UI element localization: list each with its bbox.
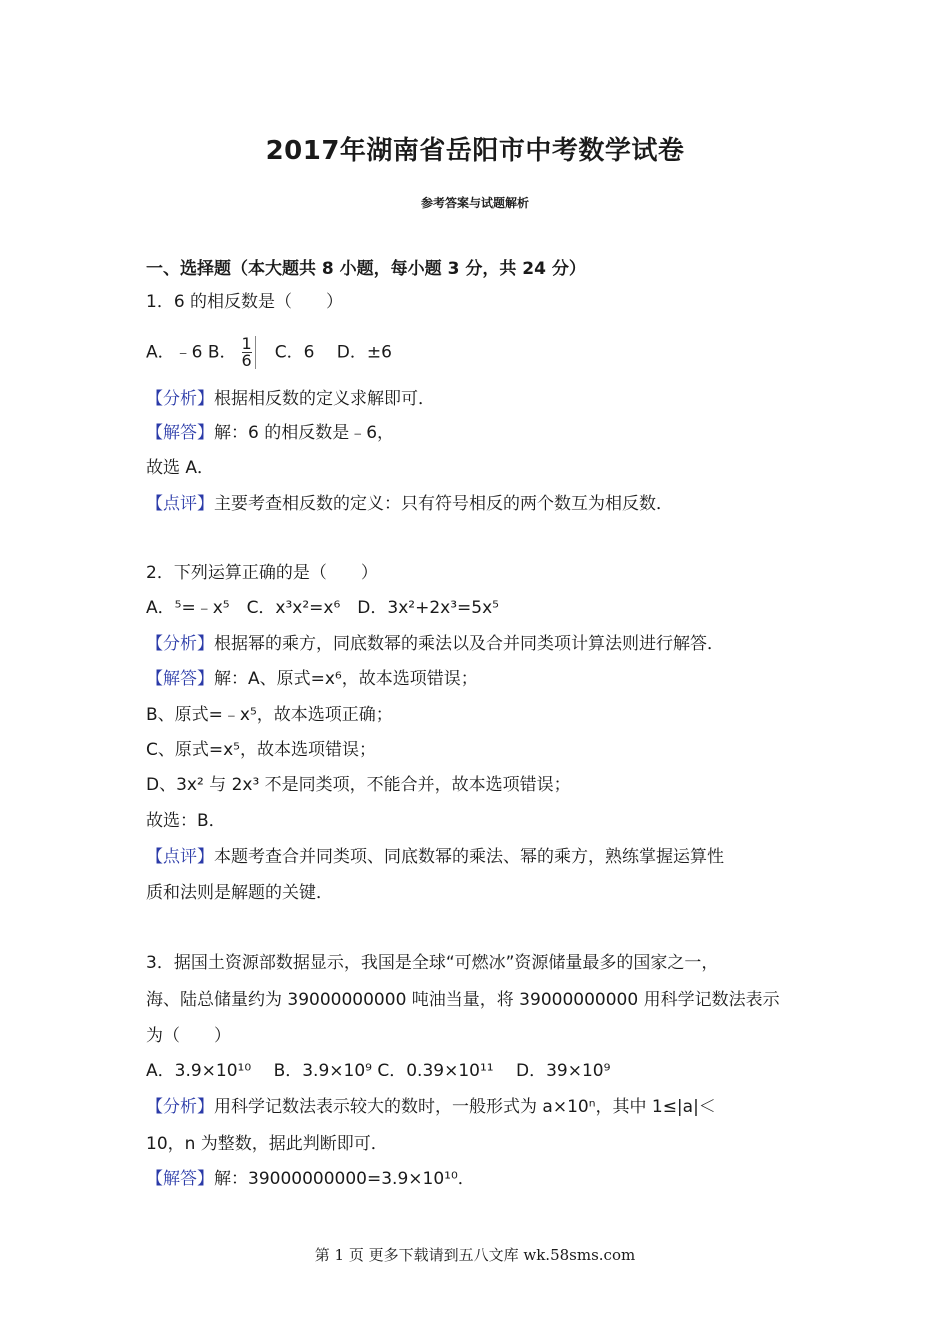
answer-text: 解：6 的相反数是﹣6， [214,423,395,443]
fraction-numerator: 1 [241,334,252,353]
answer-text: 解：39000000000=3.9×10¹⁰． [214,1169,475,1189]
q1-question: 1．6 的相反数是（ ） [146,292,344,312]
q2-options: A．⁵=﹣x⁵ C．x³x²=x⁶ D．3x²+2x³=5x⁵ [146,598,499,618]
q1-analysis [146,388,826,410]
q1-options [146,336,826,369]
q2-choice: 故选：B． [146,811,226,831]
q2-answer [146,668,826,690]
fraction-denominator: 6 [241,351,252,370]
fraction-one-sixth [239,336,256,369]
answer-tag: 【解答】 [146,423,214,443]
q1-option-c-d: C．6 D．±6 [257,342,392,363]
comment-text: 主要考查相反数的定义：只有符号相反的两个数互为相反数． [214,494,673,514]
comment-tag: 【点评】 [146,494,214,514]
q3-answer [146,1168,826,1190]
q2-question: 2．下列运算正确的是（ ） [146,563,378,583]
page-subtitle: 参考答案与试题解析 [420,196,529,210]
q3-analysis [146,1096,826,1118]
section-heading: 一、选择题（本大题共 8 小题，每小题 3 分，共 24 分） [146,259,586,279]
q1-option-a-b: A．﹣6 B． [146,342,237,363]
q1-choice: 故选 A． [146,458,215,478]
q1-answer [146,422,826,444]
q2-answer-c: C、原式=x⁵，故本选项错误； [146,740,376,760]
q2-answer-d: D、3x² 与 2x³ 不是同类项，不能合并，故本选项错误； [146,775,571,795]
q3-question-line2: 海、陆总储量约为 39000000000 吨油当量，将 39000000000 用科学记数法表示 [146,990,780,1010]
q2-answer-b: B、原式=﹣x⁵，故本选项正确； [146,705,393,725]
page-title: 2017年湖南省岳阳市中考数学试卷 [265,136,685,166]
analysis-text: 用科学记数法表示较大的数时，一般形式为 a×10ⁿ，其中 1≤|a|＜ [214,1097,716,1117]
q3-analysis-cont: 10，n 为整数，据此判断即可． [146,1134,388,1154]
q2-comment-cont: 质和法则是解题的关键． [146,883,333,903]
comment-text: 本题考查合并同类项、同底数幂的乘法、幂的乘方，熟练掌握运算性 [214,847,724,867]
analysis-tag: 【分析】 [146,634,214,654]
q2-analysis [146,633,826,655]
analysis-tag: 【分析】 [146,389,214,409]
q3-question-line1: 3．据国土资源部数据显示，我国是全球“可燃冰”资源储量最多的国家之一， [146,953,719,973]
answer-tag: 【解答】 [146,1169,214,1189]
comment-tag: 【点评】 [146,847,214,867]
analysis-text: 根据相反数的定义求解即可． [214,389,435,409]
page-footer: 第 1 页 更多下载请到五八文库 wk.58sms.com [314,1246,636,1264]
answer-text: 解：A、原式=x⁶，故本选项错误； [214,669,478,689]
q1-comment [146,493,826,515]
analysis-tag: 【分析】 [146,1097,214,1117]
q2-comment [146,846,826,868]
answer-tag: 【解答】 [146,669,214,689]
analysis-text: 根据幂的乘方，同底数幂的乘法以及合并同类项计算法则进行解答． [214,634,724,654]
q3-question-line3: 为（ ） [146,1026,231,1046]
q3-options: A．3.9×10¹⁰ B．3.9×10⁹ C．0.39×10¹¹ D．39×10⁹ [146,1061,611,1081]
